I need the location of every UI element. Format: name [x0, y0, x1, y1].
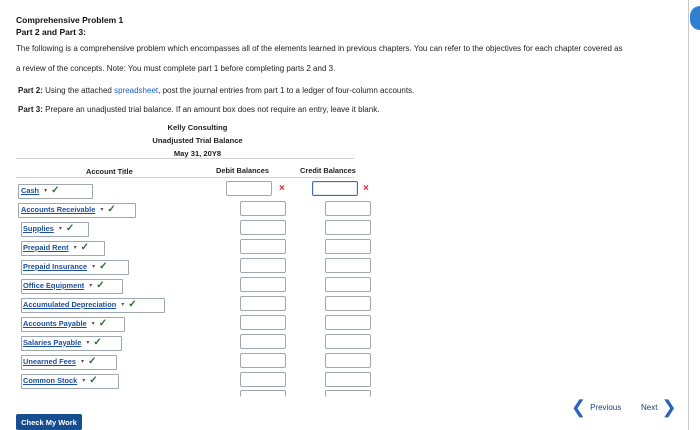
debit-field-office-equipment[interactable]: [240, 277, 286, 292]
part2-label: Part 2:: [18, 86, 43, 95]
account-row-accounts-receivable: [21, 203, 116, 215]
previous-button[interactable]: [571, 399, 621, 415]
checkmark-icon: ✓: [128, 298, 137, 310]
account-row-unearned-fees: [23, 355, 96, 367]
dropdown-arrow-icon[interactable]: ▾: [89, 282, 93, 289]
checkmark-icon: ✓: [88, 355, 97, 367]
statement-title: Unadjusted Trial Balance: [152, 136, 243, 145]
account-row-common-stock: [23, 374, 98, 386]
checkmark-icon: ✓: [89, 374, 98, 386]
dropdown-arrow-icon[interactable]: ▾: [121, 301, 125, 308]
credit-field-prepaid-insurance[interactable]: [325, 258, 371, 273]
account-row-supplies: [23, 222, 74, 234]
previous-label: Previous: [590, 402, 622, 412]
part2-text-before: Using the attached: [45, 86, 112, 95]
chevron-right-icon: ❯: [661, 397, 677, 417]
next-button[interactable]: [641, 399, 677, 415]
dropdown-arrow-icon[interactable]: ▾: [82, 377, 86, 384]
credit-balances-header: Credit Balances: [300, 166, 356, 175]
dropdown-arrow-icon[interactable]: ▾: [81, 358, 85, 365]
checkmark-icon: ✓: [99, 260, 108, 272]
dropdown-arrow-icon[interactable]: ▾: [73, 244, 77, 251]
table-top-rule: [16, 158, 354, 159]
debit-field-salaries-payable[interactable]: [240, 334, 286, 349]
dropdown-arrow-icon[interactable]: ▾: [91, 320, 95, 327]
checkmark-icon: ✓: [80, 241, 89, 253]
dropdown-arrow-icon[interactable]: ▾: [100, 206, 104, 213]
credit-field-prepaid-rent[interactable]: [325, 239, 371, 254]
dropdown-arrow-icon[interactable]: ▾: [44, 187, 48, 194]
debit-field-accounts-payable[interactable]: [240, 315, 286, 330]
debit-field-next-row[interactable]: [240, 390, 286, 397]
account-name-accounts-receivable: Accounts Receivable: [21, 204, 96, 214]
debit-field-accounts-receivable[interactable]: [240, 201, 286, 216]
account-name-prepaid-rent: Prepaid Rent: [23, 242, 69, 252]
right-panel-edge: [688, 0, 700, 430]
problem-parts: Part 2 and Part 3:: [16, 27, 86, 37]
problem-title: Comprehensive Problem 1: [16, 15, 124, 25]
account-row-salaries-payable: [23, 336, 102, 348]
error-x-icon: ×: [279, 183, 285, 194]
debit-field-prepaid-rent[interactable]: [240, 239, 286, 254]
account-title-header: Account Title: [86, 167, 133, 176]
checkmark-icon: ✓: [98, 317, 108, 329]
debit-field-supplies[interactable]: [240, 220, 286, 235]
problem-heading: [16, 14, 123, 38]
account-row-prepaid-insurance: [23, 260, 107, 272]
check-my-work-button[interactable]: Check My Work: [16, 414, 82, 430]
checkmark-icon: ✓: [93, 336, 102, 348]
account-row-accumulated-depreciation: [23, 298, 137, 310]
part3-text: Prepare an unadjusted trial balance. If an amount box does not require an entry, leave it blank.: [45, 105, 380, 114]
credit-field-accounts-receivable[interactable]: [325, 201, 371, 216]
credit-field-unearned-fees[interactable]: [325, 353, 371, 368]
account-name-prepaid-insurance: Prepaid Insurance: [23, 261, 88, 271]
error-x-icon: ×: [363, 183, 369, 194]
dropdown-arrow-icon[interactable]: ▾: [86, 339, 90, 346]
debit-field-unearned-fees[interactable]: [240, 353, 286, 368]
spreadsheet-link[interactable]: spreadsheet: [114, 86, 159, 95]
credit-field-common-stock[interactable]: [325, 372, 371, 387]
instructions-line-2: a review of the concepts. Note: You must complete part 1 before completing parts 2 and 3.: [16, 64, 336, 73]
account-name-salaries-payable: Salaries Payable: [23, 337, 82, 347]
part3-label: Part 3:: [18, 105, 43, 114]
part2-instructions: [18, 86, 414, 96]
dropdown-arrow-icon[interactable]: ▾: [58, 225, 62, 232]
credit-field-next-row[interactable]: [325, 390, 371, 397]
debit-field-cash[interactable]: [226, 181, 272, 196]
checkmark-icon: ✓: [65, 222, 75, 234]
statement-date: May 31, 20Y8: [173, 149, 222, 158]
credit-field-accumulated-depreciation[interactable]: [325, 296, 371, 311]
account-name-accounts-payable: Accounts Payable: [23, 318, 87, 328]
account-row-office-equipment: [23, 279, 105, 291]
header-rule: [16, 177, 354, 178]
account-row-prepaid-rent: [23, 241, 89, 253]
account-name-common-stock: Common Stock: [23, 375, 78, 385]
checkmark-icon: ✓: [51, 184, 60, 196]
account-name-office-equipment: Office Equipment: [23, 280, 85, 290]
credit-field-supplies[interactable]: [325, 220, 371, 235]
checkmark-icon: ✓: [96, 279, 105, 291]
account-row-cash: [21, 184, 59, 196]
account-name-unearned-fees: Unearned Fees: [23, 356, 76, 366]
chevron-left-icon: ❮: [571, 397, 587, 417]
credit-field-accounts-payable[interactable]: [325, 315, 371, 330]
dropdown-arrow-icon[interactable]: ▾: [92, 263, 96, 270]
credit-field-office-equipment[interactable]: [325, 277, 371, 292]
debit-field-common-stock[interactable]: [240, 372, 286, 387]
credit-field-cash[interactable]: [312, 181, 358, 196]
account-name-cash: Cash: [21, 185, 40, 195]
part3-instructions: [18, 105, 379, 115]
account-row-accounts-payable: [23, 317, 107, 329]
debit-balances-header: Debit Balances: [216, 166, 269, 175]
checkmark-icon: ✓: [107, 203, 116, 215]
next-label: Next: [641, 402, 658, 412]
debit-field-accumulated-depreciation[interactable]: [240, 296, 286, 311]
part2-text-after: , post the journal entries from part 1 to a ledger of four-column accounts.: [158, 86, 415, 95]
credit-field-salaries-payable[interactable]: [325, 334, 371, 349]
account-name-supplies: Supplies: [23, 223, 54, 233]
debit-field-prepaid-insurance[interactable]: [240, 258, 286, 273]
instructions-line-1: The following is a comprehensive problem which encompasses all of the elements learned in previous chapters. You can refer to the objectives for each chapter covered as: [16, 44, 623, 53]
company-name: Kelly Consulting: [167, 123, 228, 132]
side-panel-tab[interactable]: [690, 6, 700, 30]
account-name-accumulated-depreciation: Accumulated Depreciation: [23, 299, 117, 309]
